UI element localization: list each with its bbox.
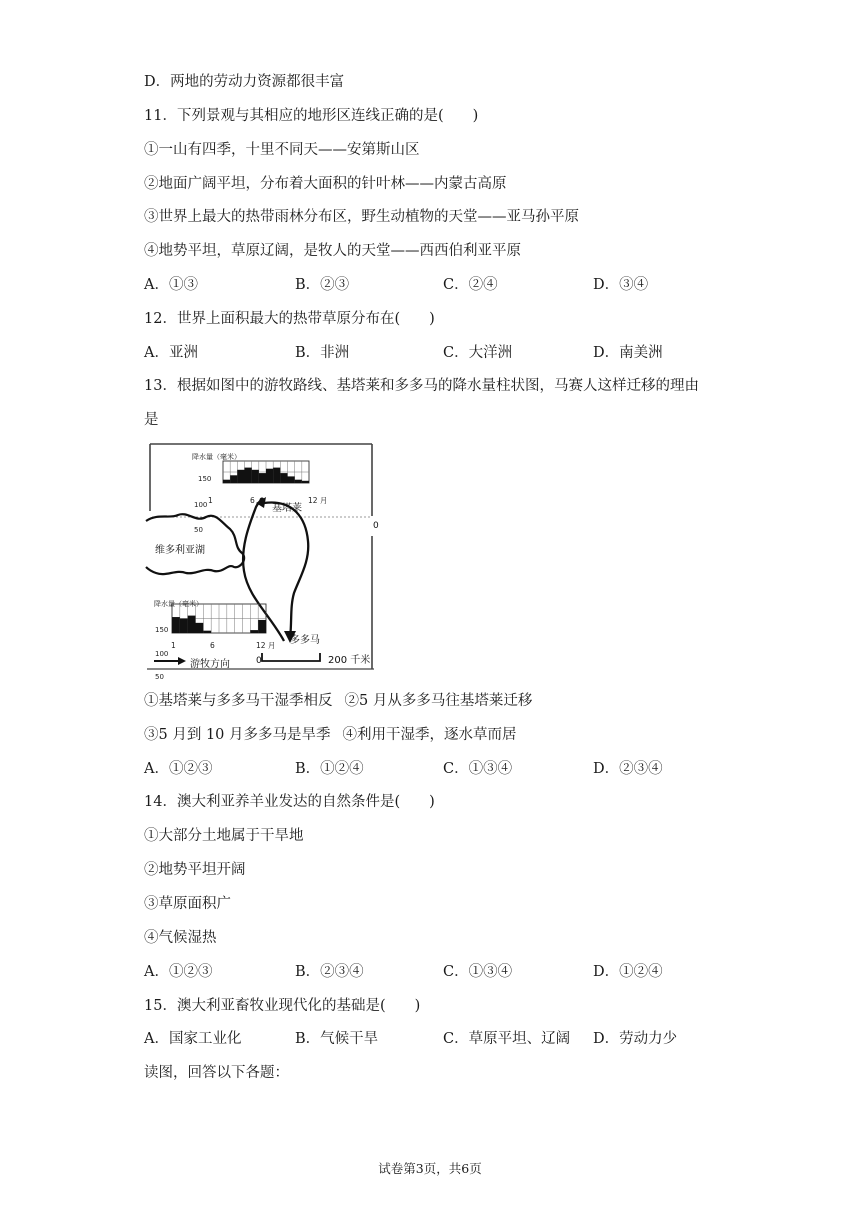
dodoma-label: 多多马: [290, 635, 320, 646]
q15-option-b[interactable]: B．气候干旱: [295, 1031, 379, 1047]
rain-bar: [230, 475, 237, 483]
q15-option-a[interactable]: A．国家工业化: [144, 1031, 242, 1047]
q14-item-4: ④气候湿热: [144, 930, 217, 946]
rain-bar: [266, 469, 273, 483]
q12-option-d[interactable]: D．南美洲: [593, 345, 663, 361]
q13-item-1: ①基塔莱与多多马干湿季相反: [144, 693, 333, 709]
q12-option-c[interactable]: C．大洋洲: [443, 345, 513, 361]
chart-top-title: 降水量（毫米）: [192, 453, 241, 461]
q14-options: [144, 962, 744, 982]
chart-bottom-tick-100: 100: [155, 650, 169, 658]
q11-option-a[interactable]: A．①③: [144, 277, 198, 293]
equator-label: 0: [373, 521, 379, 531]
rain-bar: [203, 631, 211, 633]
q13-options: [144, 759, 744, 779]
q14-option-d[interactable]: D．①②④: [593, 964, 663, 980]
chart-bottom-month-6: 6: [210, 641, 215, 650]
q12-options: [144, 343, 744, 363]
rain-bar: [223, 480, 230, 483]
q14-option-c[interactable]: C．①③④: [443, 964, 513, 980]
q11-item-2: ②地面广阔平坦，分布着大面积的针叶林——内蒙古高原: [144, 176, 507, 192]
rain-bar: [172, 617, 180, 633]
scale-bar: [256, 653, 370, 666]
chart-bottom-tick-50: 50: [155, 673, 164, 681]
direction-arrow-head: [178, 657, 186, 665]
chart-bottom-month-1: 1: [171, 641, 176, 650]
rain-bar: [237, 470, 244, 483]
rain-bar: [288, 476, 295, 483]
q14-item-1: ①大部分土地属于干旱地: [144, 828, 304, 844]
q15-stem: 15．澳大利亚畜牧业现代化的基础是( ): [144, 998, 421, 1014]
q14-item-2: ②地势平坦开阔: [144, 862, 246, 878]
scale-line: [262, 653, 320, 661]
scale-zero: 0: [256, 656, 262, 666]
rain-bar: [252, 470, 259, 483]
q11-item-1: ①一山有四季，十里不同天——安第斯山区: [144, 142, 420, 158]
q14-option-a[interactable]: A．①②③: [144, 964, 213, 980]
rain-bar: [295, 480, 302, 483]
rain-bar: [258, 620, 266, 633]
q11-options: [144, 275, 744, 295]
q14-option-b[interactable]: B．②③④: [295, 964, 364, 980]
q14-stem: 14．澳大利亚养羊业发达的自然条件是( ): [144, 794, 435, 810]
rain-bar: [273, 468, 280, 483]
q13-items-line1: [144, 691, 532, 711]
victoria-lake-label: 维多利亚湖: [155, 545, 205, 556]
q11-item-4: ④地势平坦，草原辽阔，是牧人的天堂——西西伯利亚平原: [144, 243, 521, 259]
q13-items-line2: [144, 725, 517, 745]
q13-stem-line2: 是: [144, 412, 159, 428]
direction-label: 游牧方向: [190, 659, 230, 670]
rain-bar: [259, 473, 266, 483]
q11-option-b[interactable]: B．②③: [295, 277, 350, 293]
q11-stem: 11．下列景观与其相应的地形区连线正确的是( ): [144, 108, 479, 124]
q15-options: [144, 1029, 744, 1049]
kitale-dot: [260, 498, 265, 503]
rain-bar: [250, 630, 258, 633]
chart-top-tick-50: 50: [194, 526, 203, 534]
nomad-route-map: [144, 441, 384, 681]
scale-label: 200 千米: [328, 655, 371, 666]
q12-stem: 12．世界上面积最大的热带草原分布在( ): [144, 311, 435, 327]
q13-option-d[interactable]: D．②③④: [593, 761, 663, 777]
rain-bar: [280, 473, 287, 483]
rain-bar: [188, 616, 196, 633]
rain-bar: [196, 623, 204, 633]
rain-bar: [180, 619, 188, 634]
q13-item-3: ③5 月到 10 月多多马是旱季: [144, 727, 331, 743]
q13-stem-line1: 13．根据如图中的游牧路线、基塔莱和多多马的降水量柱状图，马赛人这样迁移的理由: [144, 378, 699, 394]
chart-bottom-month-12: 12 月: [256, 641, 276, 650]
chart-top-month-6: 6: [250, 496, 255, 505]
q15-option-d[interactable]: D．劳动力少: [593, 1031, 678, 1047]
q13-item-2: ②5 月从多多马往基塔莱迁移: [344, 693, 533, 709]
q10-option-d: D．两地的劳动力资源都很丰富: [144, 74, 345, 90]
q15-option-c[interactable]: C．草原平坦、辽阔: [443, 1031, 571, 1047]
q13-option-a[interactable]: A．①②③: [144, 761, 213, 777]
q12-option-b[interactable]: B．非洲: [295, 345, 350, 361]
page-footer: 试卷第3页，共6页: [378, 1161, 482, 1176]
q13-option-c[interactable]: C．①③④: [443, 761, 513, 777]
chart-bottom-tick-150: 150: [155, 626, 169, 634]
chart-top-tick-150: 150: [198, 475, 212, 483]
chart-top-bars: [223, 468, 309, 483]
rain-bar: [245, 468, 252, 483]
q12-option-a[interactable]: A．亚洲: [144, 345, 198, 361]
q11-option-c[interactable]: C．②④: [443, 277, 498, 293]
chart-top-month-12: 12 月: [308, 496, 328, 505]
read-prompt: 读图，回答以下各题：: [144, 1065, 289, 1081]
kitale-rainfall-chart: [192, 452, 327, 534]
q13-option-b[interactable]: B．①②④: [295, 761, 364, 777]
chart-top-month-1: 1: [208, 496, 213, 505]
q11-option-d[interactable]: D．③④: [593, 277, 649, 293]
rain-bar: [302, 481, 309, 483]
legend-direction: [154, 657, 230, 670]
q13-item-4: ④利用干湿季，逐水草而居: [342, 727, 517, 743]
kitale-label: 基塔莱: [272, 503, 302, 514]
q11-item-3: ③世界上最大的热带雨林分布区，野生动植物的天堂——亚马孙平原: [144, 209, 579, 225]
route-path-northbound: [243, 499, 284, 641]
q14-item-3: ③草原面积广: [144, 896, 231, 912]
chart-bottom-title: 降水量（毫米）: [154, 600, 203, 608]
chart-top-tick-100: 100: [194, 501, 208, 509]
